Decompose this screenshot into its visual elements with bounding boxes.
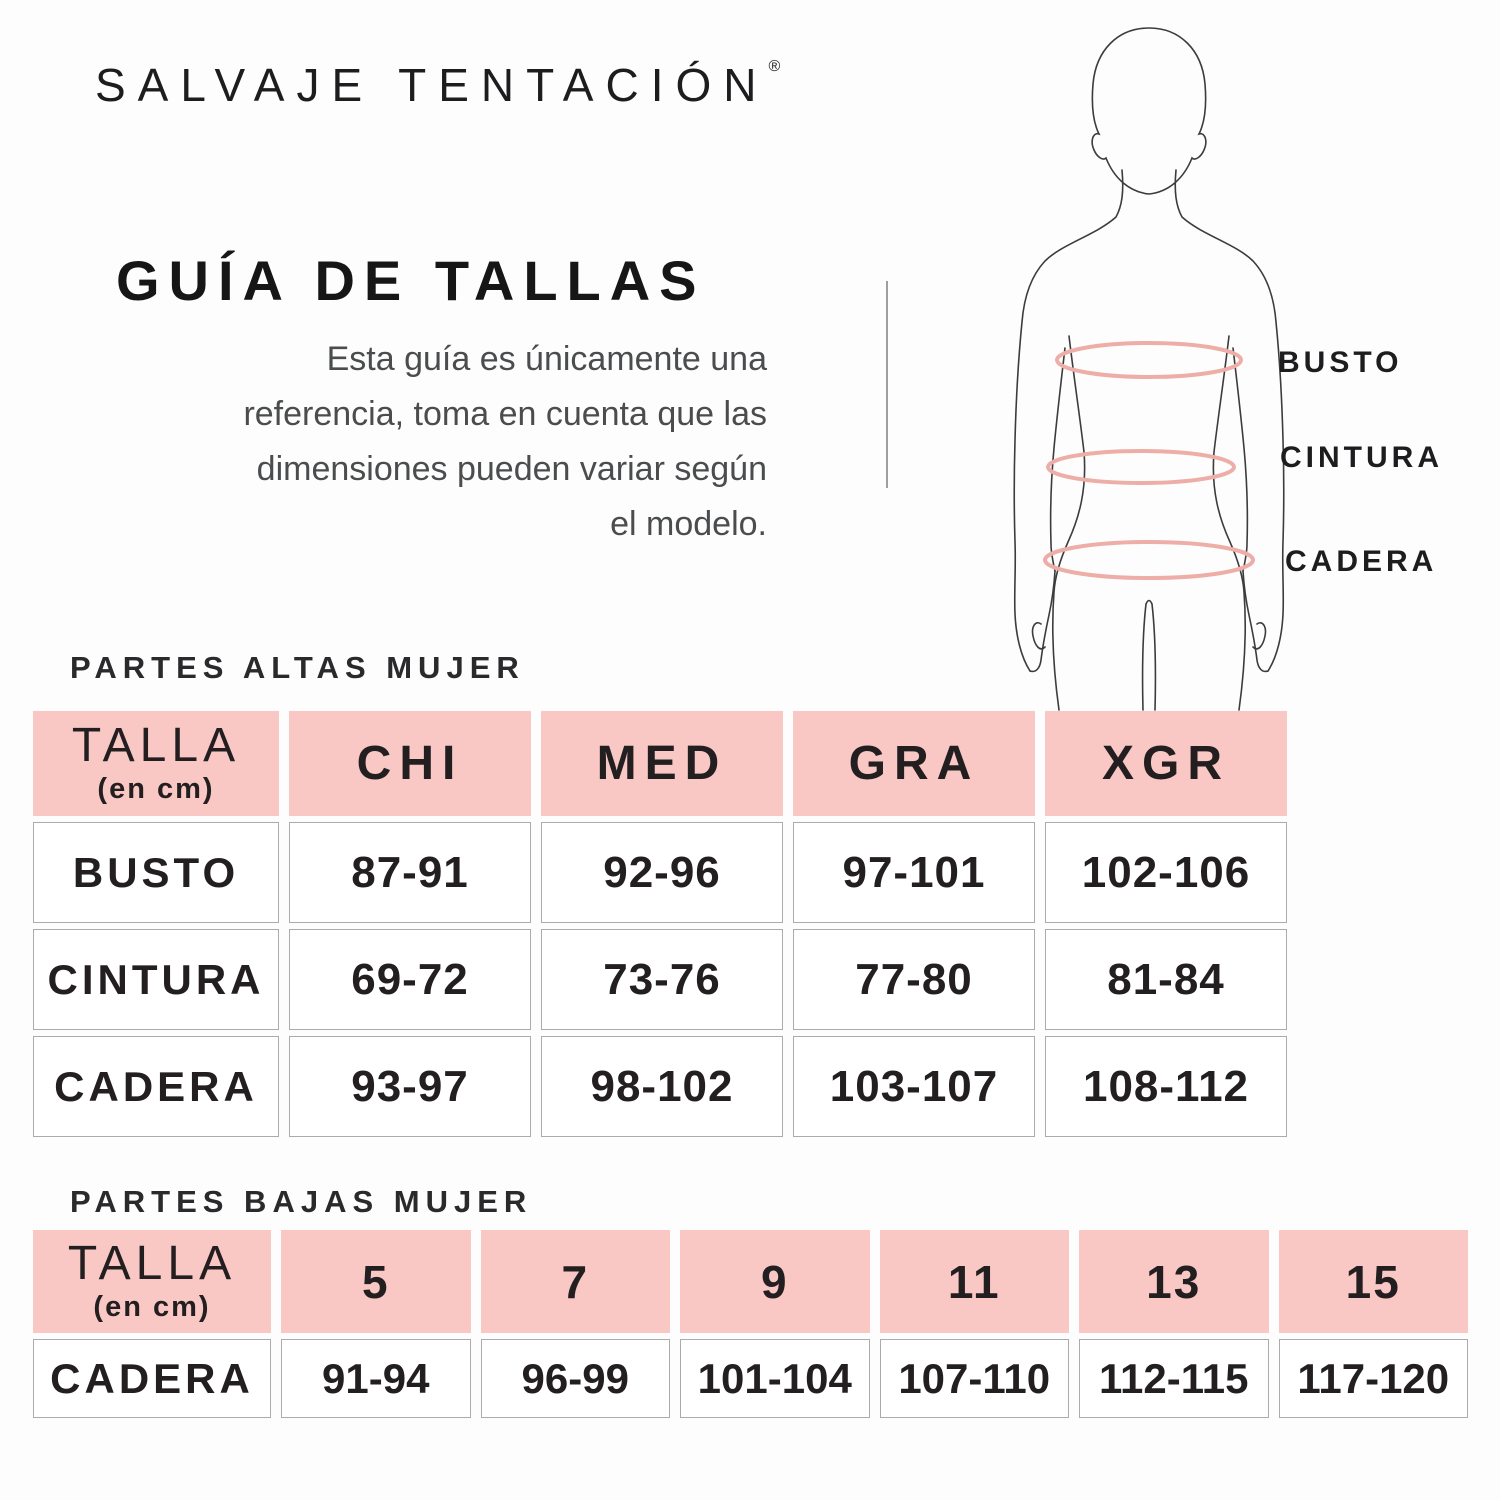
inner-leg-line	[1143, 601, 1156, 711]
body-outline	[1014, 28, 1284, 710]
talla-word: TALLA	[71, 718, 241, 772]
tops-size-table	[33, 711, 1287, 1137]
intro-line: dimensiones pueden variar según	[256, 450, 767, 488]
right-inner-arm-line	[1233, 348, 1247, 571]
left-arm-outline	[1014, 170, 1123, 671]
bust-label: BUSTO	[1278, 346, 1403, 379]
brand-name: SALVAJE TENTACIÓN	[95, 59, 769, 111]
intro-line: Esta guía es únicamente una	[326, 340, 767, 378]
brand-logo	[95, 58, 780, 112]
bottoms-col-9: 9	[680, 1230, 870, 1333]
tops-cell: 73-76	[541, 929, 783, 1030]
tops-cell: 77-80	[793, 929, 1035, 1030]
measurement-figure	[860, 20, 1500, 711]
right-arm-outline	[1175, 170, 1284, 671]
tops-cell: 103-107	[793, 1036, 1035, 1137]
bottoms-cell: 117-120	[1279, 1339, 1469, 1418]
head-outline	[1092, 28, 1206, 194]
tops-col-gra: GRA	[793, 711, 1035, 816]
bottoms-cell: 96-99	[481, 1339, 671, 1418]
waist-measure-line	[1048, 451, 1234, 483]
bottoms-cell: 101-104	[680, 1339, 870, 1418]
female-silhouette-illustration	[860, 20, 1500, 711]
tops-cell: 97-101	[793, 822, 1035, 923]
intro-text	[85, 332, 767, 552]
tops-col-xgr: XGR	[1045, 711, 1287, 816]
bottoms-talla-header	[33, 1230, 271, 1333]
bottoms-col-15: 15	[1279, 1230, 1469, 1333]
tops-row-header-cintura: CINTURA	[33, 929, 279, 1030]
left-torso-outline	[1053, 336, 1085, 710]
tops-row-header-cadera: CADERA	[33, 1036, 279, 1137]
bottoms-row-header-cadera: CADERA	[33, 1339, 271, 1418]
page-title: GUÍA DE TALLAS	[116, 249, 706, 312]
measure-lines	[1045, 343, 1253, 578]
bottoms-col-7: 7	[481, 1230, 671, 1333]
bottoms-cell: 107-110	[880, 1339, 1070, 1418]
bottoms-size-table	[33, 1230, 1468, 1418]
bust-measure-line	[1057, 343, 1241, 377]
waist-label: CINTURA	[1280, 441, 1443, 474]
tops-cell: 108-112	[1045, 1036, 1287, 1137]
bottoms-col-5: 5	[281, 1230, 471, 1333]
registered-trademark-mark: ®	[768, 58, 781, 75]
hip-label: CADERA	[1285, 545, 1438, 578]
tops-cell: 102-106	[1045, 822, 1287, 923]
tops-talla-header	[33, 711, 279, 816]
tops-cell: 92-96	[541, 822, 783, 923]
tops-cell: 87-91	[289, 822, 531, 923]
section-title-bottoms: PARTES BAJAS MUJER	[70, 1184, 533, 1219]
right-hand-outline	[1243, 571, 1268, 671]
tops-cell: 69-72	[289, 929, 531, 1030]
talla-word: TALLA	[67, 1236, 237, 1290]
tops-row-header-busto: BUSTO	[33, 822, 279, 923]
hip-measure-line	[1045, 542, 1253, 578]
bottoms-col-13: 13	[1079, 1230, 1269, 1333]
bottoms-cell: 91-94	[281, 1339, 471, 1418]
talla-unit: (en cm)	[93, 1291, 211, 1324]
bottoms-cell: 112-115	[1079, 1339, 1269, 1418]
section-title-tops: PARTES ALTAS MUJER	[70, 650, 525, 685]
tops-col-chi: CHI	[289, 711, 531, 816]
intro-line: el modelo.	[610, 505, 767, 543]
tops-cell: 81-84	[1045, 929, 1287, 1030]
tops-col-med: MED	[541, 711, 783, 816]
talla-unit: (en cm)	[97, 773, 215, 806]
right-torso-outline	[1213, 336, 1245, 710]
bottoms-col-11: 11	[880, 1230, 1070, 1333]
tops-cell: 93-97	[289, 1036, 531, 1137]
left-hand-outline	[1030, 571, 1055, 671]
intro-line: referencia, toma en cuenta que las	[243, 395, 767, 433]
tops-cell: 98-102	[541, 1036, 783, 1137]
